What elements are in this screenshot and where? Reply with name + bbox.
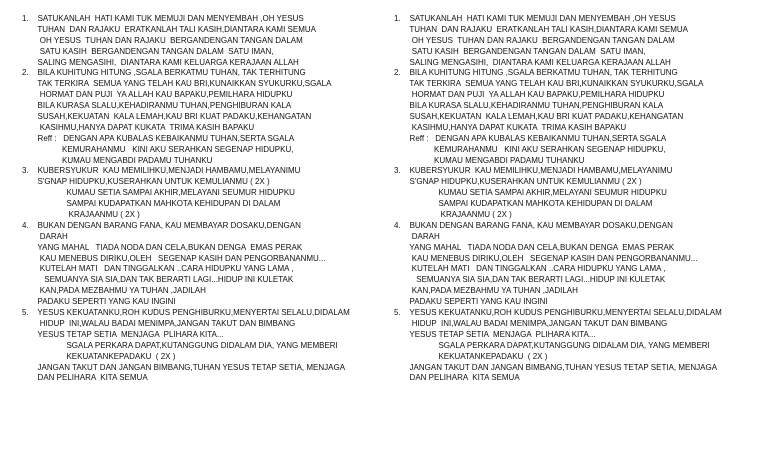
lyric-line: Reff : DENGAN APA KUBALAS KEBAIKANMU TUHAN,SERTA SGALA [22, 133, 295, 143]
lyric-line: KEKUATANKEPADAKU ( 2X ) [22, 351, 176, 361]
lyric-line: SEMUANYA SIA SIA,DAN TAK BERARTI LAGI...HIDUP INI KULETAK [394, 275, 666, 285]
lyric-line: HORMAT DAN PUJI YA ALLAH KAU BAPAKU,PEMILHARA HIDUPKU [394, 90, 665, 100]
lyric-line: KRAJAANMU ( 2X ) [394, 210, 512, 220]
lyric-line: 4. BUKAN DENGAN BARANG FANA, KAU MEMBAYAR DOSAKU,DENGAN [22, 220, 301, 230]
lyric-line: KAN,PADA MEZBAHMU YA TUHAN ,JADILAH [22, 286, 206, 296]
lyric-line: KAU MENEBUS DIRIKU,OLEH SEGENAP KASIH DAN PENGORBANANMU... [394, 253, 698, 263]
lyric-line: SATU KASIH BERGANDENGAN TANGAN DALAM SATU IMAN, [394, 46, 646, 56]
lyric-line: YESUS TETAP SETIA MENJAGA PLIHARA KITA... [22, 329, 224, 339]
lyric-line: YANG MAHAL TIADA NODA DAN CELA,BUKAN DENGA EMAS PERAK [394, 242, 675, 252]
lyric-line: PADAKU SEPERTI YANG KAU INGINI [22, 297, 176, 307]
lyric-line: KEMURAHANMU KINI AKU SERAHKAN SEGENAP HIDUPKU, [22, 144, 294, 154]
lyric-line: BILA KURASA SLALU,KEHADIRANMU TUHAN,PENGHIBURAN KALA [394, 101, 664, 111]
lyric-line: SEMUANYA SIA SIA,DAN TAK BERARTI LAGI...HIDUP INI KULETAK [22, 275, 294, 285]
lyric-line: OH YESUS TUHAN DAN RAJAKU BERGANDENGAN TANGAN DALAM [22, 35, 303, 45]
lyric-line: 2. BILA KUHITUNG HITUNG ,SGALA BERKATMU TUHAN, TAK TERHITUNG [22, 68, 306, 78]
lyric-line: KASIHMU,HANYA DAPAT KUKATA TRIMA KASIH BAPAKU [22, 122, 255, 132]
lyric-line: DARAH [394, 231, 440, 241]
lyric-line: SUSAH,KEKUATAN KALA LEMAH,KAU BRI KUAT PADAKU,KEHANGATAN [22, 112, 312, 122]
lyric-line: KEMURAHANMU KINI AKU SERAHKAN SEGENAP HIDUPKU, [394, 144, 666, 154]
lyric-line: KUMAU MENGABDI PADAMU TUHANKU [22, 155, 213, 165]
lyrics-column-left [22, 14, 382, 384]
lyric-line: S'GNAP HIDUPKU,KUSERAHKAN UNTUK KEMULIANMU ( 2X ) [394, 177, 642, 187]
lyric-line: KAU MENEBUS DIRIKU,OLEH SEGENAP KASIH DAN PENGORBANANMU... [22, 253, 326, 263]
lyric-line: HIDUP INI,WALAU BADAI MENIMPA,JANGAN TAKUT DAN BIMBANG [22, 318, 296, 328]
lyric-line: HORMAT DAN PUJI YA ALLAH KAU BAPAKU,PEMILHARA HIDUPKU [22, 90, 293, 100]
lyric-line: DARAH [22, 231, 68, 241]
lyric-line: YANG MAHAL TIADA NODA DAN CELA,BUKAN DENGA EMAS PERAK [22, 242, 303, 252]
lyric-line: TUHAN DAN RAJAKU ERATKANLAH TALI KASIH,DIANTARA KAMI SEMUA [22, 24, 316, 34]
lyric-line: HIDUP INI,WALAU BADAI MENIMPA,JANGAN TAKUT DAN BIMBANG [394, 318, 668, 328]
lyric-line: SUSAH,KEKUATAN KALA LEMAH,KAU BRI KUAT PADAKU,KEHANGATAN [394, 112, 684, 122]
lyric-line: KUMAU SETIA SAMPAI AKHIR,MELAYANI SEUMUR HIDUPKU [22, 188, 295, 198]
lyric-line: SGALA PERKARA DAPAT,KUTANGGUNG DIDALAM DIA, YANG MEMBERI [394, 340, 710, 350]
lyric-line: KRAJAANMU ( 2X ) [22, 210, 140, 220]
lyric-line: SATU KASIH BERGANDENGAN TANGAN DALAM SATU IMAN, [22, 46, 274, 56]
lyric-line: TAK TERKIRA SEMUA YANG TELAH KAU BRI,KUNAIKKAN SYUKURKU,SGALA [22, 79, 332, 89]
lyrics-column-right [394, 14, 754, 384]
lyric-line: KUMAU MENGABDI PADAMU TUHANKU [394, 155, 585, 165]
lyric-line: KUTELAH MATI DAN TINGGALKAN ..CARA HIDUPKU YANG LAMA , [394, 264, 666, 274]
lyric-line: DAN PELIHARA KITA SEMUA [394, 373, 520, 383]
lyric-line: SGALA PERKARA DAPAT,KUTANGGUNG DIDALAM DIA, YANG MEMBERI [22, 340, 338, 350]
lyric-line: KAN,PADA MEZBAHMU YA TUHAN ,JADILAH [394, 286, 578, 296]
lyric-line: 3. KUBERSYUKUR KAU MEMILIHKU,MENJADI HAMBAMU,MELAYANIMU [22, 166, 301, 176]
lyric-line: KUTELAH MATI DAN TINGGALKAN ..CARA HIDUPKU YANG LAMA , [22, 264, 294, 274]
lyric-line: KEKUATANKEPADAKU ( 2X ) [394, 351, 548, 361]
lyric-line: DAN PELIHARA KITA SEMUA [22, 373, 148, 383]
lyric-line: TUHAN DAN RAJAKU ERATKANLAH TALI KASIH,DIANTARA KAMI SEMUA [394, 24, 688, 34]
lyric-line: KASIHMU,HANYA DAPAT KUKATA TRIMA KASIH BAPAKU [394, 122, 627, 132]
lyric-line: SAMPAI KUDAPATKAN MAHKOTA KEHIDUPAN DI DALAM [22, 199, 281, 209]
lyric-line: YESUS TETAP SETIA MENJAGA PLIHARA KITA... [394, 329, 596, 339]
lyric-line: SALING MENGASIHI, DIANTARA KAMI KELUARGA KERAJAAN ALLAH [22, 57, 299, 67]
lyric-line: PADAKU SEPERTI YANG KAU INGINI [394, 297, 548, 307]
lyric-line: 5. YESUS KEKUATANKU,ROH KUDUS PENGHIBURKU,MENYERTAI SELALU,DIDALAM [22, 308, 350, 318]
lyric-line: 1. SATUKANLAH HATI KAMI TUK MEMUJI DAN MENYEMBAH ,OH YESUS [22, 14, 304, 23]
lyric-line: BILA KURASA SLALU,KEHADIRANMU TUHAN,PENGHIBURAN KALA [22, 101, 292, 111]
lyric-line: Reff : DENGAN APA KUBALAS KEBAIKANMU TUHAN,SERTA SGALA [394, 133, 667, 143]
lyric-line: 5. YESUS KEKUATANKU,ROH KUDUS PENGHIBURKU,MENYERTAI SELALU,DIDALAM [394, 308, 722, 318]
lyric-line: KUMAU SETIA SAMPAI AKHIR,MELAYANI SEUMUR HIDUPKU [394, 188, 667, 198]
lyric-line: SALING MENGASIHI, DIANTARA KAMI KELUARGA KERAJAAN ALLAH [394, 57, 671, 67]
lyric-line: 2. BILA KUHITUNG HITUNG ,SGALA BERKATMU TUHAN, TAK TERHITUNG [394, 68, 678, 78]
lyric-line: TAK TERKIRA SEMUA YANG TELAH KAU BRI,KUNAIKKAN SYUKURKU,SGALA [394, 79, 704, 89]
lyric-line: 4. BUKAN DENGAN BARANG FANA, KAU MEMBAYAR DOSAKU,DENGAN [394, 220, 673, 230]
lyric-line: 1. SATUKANLAH HATI KAMI TUK MEMUJI DAN MENYEMBAH ,OH YESUS [394, 14, 676, 23]
lyric-line: JANGAN TAKUT DAN JANGAN BIMBANG,TUHAN YESUS TETAP SETIA, MENJAGA [22, 362, 346, 372]
lyric-line: S'GNAP HIDUPKU,KUSERAHKAN UNTUK KEMULIANMU ( 2X ) [22, 177, 270, 187]
lyric-line: SAMPAI KUDAPATKAN MAHKOTA KEHIDUPAN DI DALAM [394, 199, 653, 209]
lyric-line: 3. KUBERSYUKUR KAU MEMILIHKU,MENJADI HAMBAMU,MELAYANIMU [394, 166, 673, 176]
lyric-line: JANGAN TAKUT DAN JANGAN BIMBANG,TUHAN YESUS TETAP SETIA, MENJAGA [394, 362, 718, 372]
lyric-line: OH YESUS TUHAN DAN RAJAKU BERGANDENGAN TANGAN DALAM [394, 35, 675, 45]
